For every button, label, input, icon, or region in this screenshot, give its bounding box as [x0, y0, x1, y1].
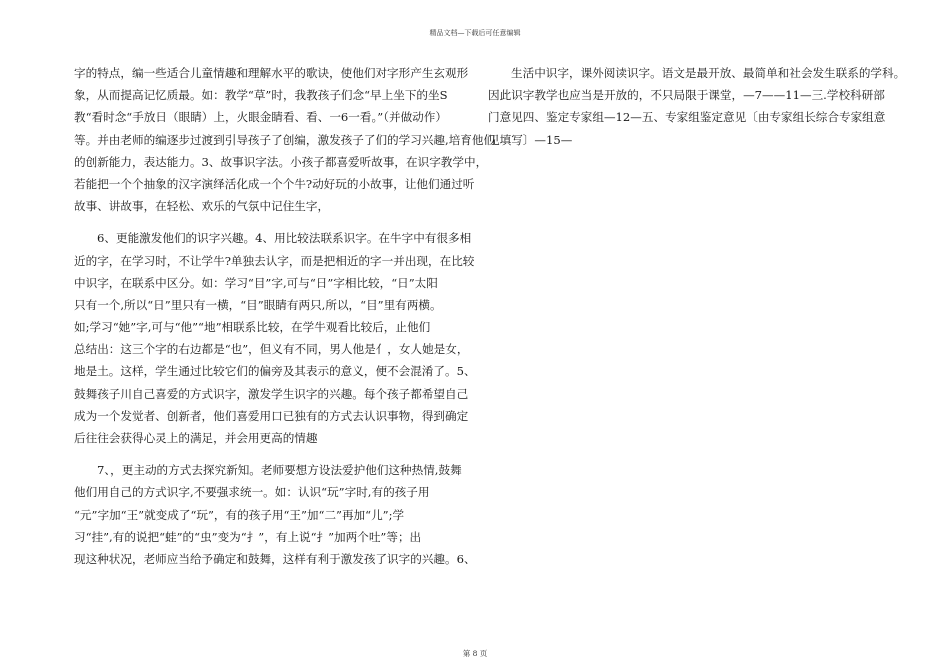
text-line: 6、更能激发他们的识字兴趣。4、用比较法联系识字。在牛字中有很多相 — [97, 231, 472, 246]
text-line: 地是土。这样，学生通过比较它们的偏旁及其表示的意义，便不会混淆了。5、 — [74, 364, 476, 379]
text-line: 生活中识字，课外阅读识字。语文是最开放、最简单和社会发生联系的学科。 — [511, 66, 906, 80]
text-line: 7、，更主动的方式去探究新知。老师要想方设法爱护他们这种热情,鼓舞 — [97, 463, 462, 478]
text-line: 见填写〕—15— — [488, 132, 573, 147]
text-line: 门意见四、鉴定专家组—12—五、专家组鉴定意见〔由专家组长综合专家组意 — [488, 110, 886, 125]
paragraph-gap — [74, 449, 468, 459]
text-line: 鼓舞孩子川自己喜爱的方式识字，激发学生识字的兴趣。每个孩子都希望自己 — [74, 386, 469, 401]
text-line: 字的特点，编一些适合儿童情趣和理解水平的歌诀，使他们对字形产生玄观形 — [74, 66, 469, 80]
text-line: 中识字，在联系中区分。如：学习“目”字,可与“日”字相比较，“日”太阳 — [74, 275, 438, 290]
text-line: 他们用自己的方式识字,不要强求统一。如：认识“玩”字时,有的孩子用 — [74, 485, 430, 500]
page-number: 第 8 页 — [462, 649, 488, 658]
text-line: 总结出：这三个字的右边都是“也”，但义有不同，男人他是亻，女人她是女， — [74, 342, 469, 357]
text-line: 只有一个,所以“日”里只有一横，“目”眼睛有两只,所以，“目”里有两横。 — [74, 297, 442, 312]
paragraph-gap — [74, 217, 468, 227]
left-column — [74, 62, 496, 570]
text-line: 后往往会获得心灵上的满足，并会用更高的情趣 — [74, 431, 318, 445]
text-line: 教“看时念“手放日（眼睛）上，火眼金睛看、看、一6一看。”（并做动作） — [74, 110, 447, 125]
text-line: 等。并由老师的编逐步过渡到引导孩子了创编，激发孩子了们的学习兴趣,培育他们 — [74, 132, 496, 147]
text-line: 象，从而提高记忆质最。如：教学“草”时，我教孩子们念“早上坐下的坐S — [74, 88, 448, 103]
text-line: 若能把一个个抽象的汉字演绎活化成一个个牛?动好玩的小故事，让他们通过听 — [74, 176, 475, 191]
page-header: 精品文档—下载后可任意编辑 — [429, 29, 521, 37]
text-line: “元”字加“王”就变成了“玩”，有的孩子用“王”加“二”再加“儿”;学 — [74, 507, 405, 522]
text-line: 因此识字教学也应当是开放的，不只局限于课堂，—7——11—三.学校科研部 — [488, 88, 885, 103]
text-line: 故事、讲故事，在轻松、欢乐的气氛中记住生字， — [74, 199, 330, 214]
text-line: 成为一个发觉者、创新者，他们喜爱用口已独有的方式去认识事物，得到确定 — [74, 408, 469, 423]
text-line: 习“挂”,有的说把“蛙”的“虫”变为“扌”，有上说“扌”加两个吐”等；出 — [74, 529, 422, 544]
text-line: 现这种状况，老师应当给予确定和鼓舞，这样有利于激发孩了识字的兴趣。6、 — [74, 551, 476, 566]
text-line: 的创新能力，表达能力。3、故事识字法。小孩子都喜爱听故事，在识字教学中， — [74, 154, 488, 169]
text-line: 如;学习“她”字,可与“他”“地”相联系比较，在学牛观看比较后，止他们 — [74, 320, 431, 335]
text-line: 近的字，在学习时，不让学牛?单独去认字，而是把相近的字一并出现，在比较 — [74, 253, 475, 268]
right-column — [488, 62, 906, 151]
